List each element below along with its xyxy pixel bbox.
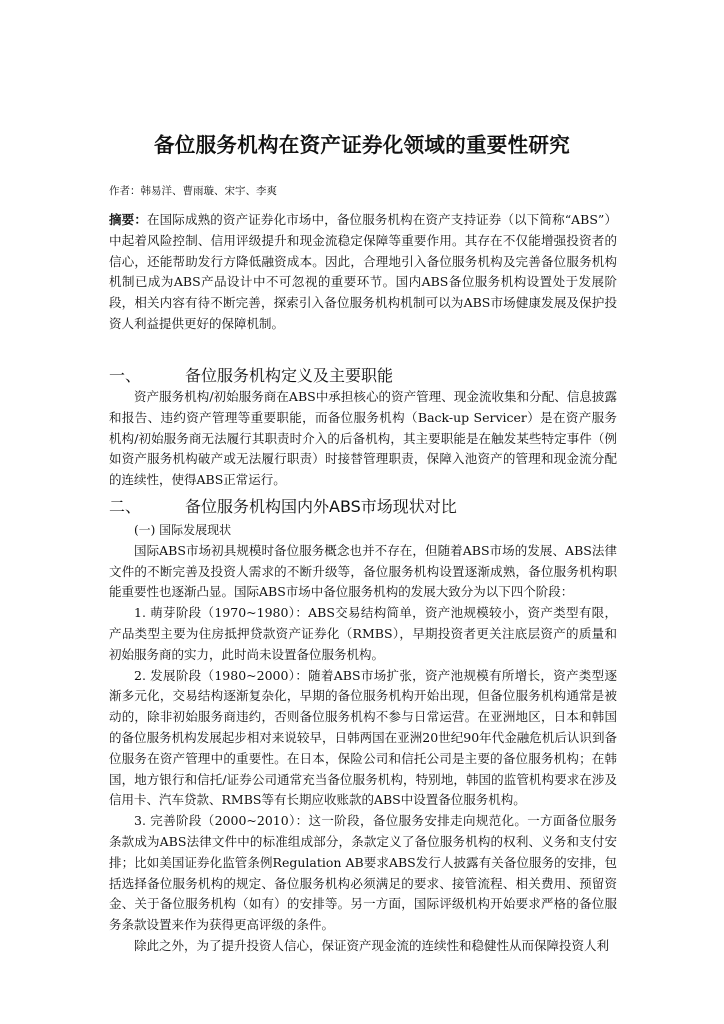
section-2-paragraph-stage-2: 2. 发展阶段（1980~2000）：随着ABS市场扩张，资产池规模有所增长，资产类型逐渐多元化，交易结构逐渐复杂化，早期的备位服务机构开始出现，但备位服务机构通常是被动的，除非初始服务商违约，否则备位服务机构不参与日常运营。在亚洲地区，日本和韩国的备位服务机构发展起步相对来说较早，日韩两国在亚洲20世纪90年代金融危机后认识到备位服务在资产管理中的重要性。在日本，保险公司和信托公司是主要的备位服务机构；在韩国，地方银行和信托/证券公司通常充当备位服务机构，特别地，韩国的监管机构要求在涉及信用卡、汽车贷款、RMBS等有长期应收账款的ABS中设置备位服务机构。 [109,667,617,808]
section-2-heading [109,494,457,517]
section-2-paragraph-intro: 国际ABS市场初具规模时备位服务概念也并不存在，但随着ABS市场的发展、ABS法律文件的不断完善及投资人需求的不断升级等，备位服务机构设置逐渐成熟，备位服务机构职能重要性也逐渐凸显。国际ABS市场中备位服务机构的发展大致分为以下四个阶段： [109,542,617,600]
paper-title: 备位服务机构在资产证券化领域的重要性研究 [154,133,570,157]
section-2-paragraph-stage-3: 3. 完善阶段（2000~2010）：这一阶段，备位服务安排走向规范化。一方面备位服务条款成为ABS法律文件中的标准组成部分，条款定义了备位服务机构的权利、义务和支付安排；比如美国证券化监管条例Regulation AB要求ABS发行人披露有关备位服务的安排，包括选择备位服务机构的规定、备位服务机构必须满足的要求、接管流程、相关费用、预留资金、关于备位服务机构（如有）的安排等。另一方面，国际评级机构开始要求严格的备位服务条款设置来作为获得更高评级的条件。 [109,813,617,933]
section-1-heading [109,363,393,386]
abstract-label: 摘要： [109,212,147,227]
section-1-number: 一、 [109,366,142,385]
abstract-text: 在国际成熟的资产证券化市场中，备位服务机构在资产支持证券（以下简称“ABS”）中起着风险控制、信用评级提升和现金流稳定保障等重要作用。其存在不仅能增强投资者的信心，还能帮助发行方降低融资成本。因此，合理地引入备位服务机构及完善备位服务机构机制已成为ABS产品设计中不可忽视的重要环节。国内ABS备位服务机构设置处于发展阶段，相关内容有待不断完善，探索引入备位服务机构机制可以为ABS市场健康发展及保护投资人利益提供更好的保障机制。 [109,212,617,331]
author-line: 作者：韩易洋、曹雨璇、宋宇、李爽 [109,185,277,197]
section-1-title: 备位服务机构定义及主要职能 [185,366,394,385]
section-2-body [109,520,617,957]
section-1-body [109,387,617,491]
section-2-number: 二、 [109,497,142,516]
section-2-paragraph-stage-1: 1. 萌芽阶段（1970~1980）：ABS交易结构简单，资产池规模较小，资产类型有限，产品类型主要为住房抵押贷款资产证券化（RMBS），早期投资者更关注底层资产的质量和初始服务商的实力，此时尚未设置备位服务机构。 [109,605,617,662]
abstract [109,210,617,335]
abstract-paragraph [109,210,617,335]
section-2-title: 备位服务机构国内外ABS市场现状对比 [185,497,457,516]
section-1-paragraph: 资产服务机构/初始服务商在ABS中承担核心的资产管理、现金流收集和分配、信息披露和报告、违约资产管理等重要职能，而备位服务机构（Back-up Servicer）是在资产服务机构/初始服务商无法履行其职责时介入的后备机构，其主要职能是在触发某些特定事件（例如资产服务机构破产或无法履行职责）时接替管理职责，保障入池资产的管理和现金流分配的连续性，使得ABS正常运行。 [109,389,617,488]
subsection-heading: (一) 国际发展现状 [134,523,232,537]
section-2-paragraph-continued: 除此之外，为了提升投资人信心，保证资产现金流的连续性和稳健性从而保障投资人利 [134,937,610,953]
